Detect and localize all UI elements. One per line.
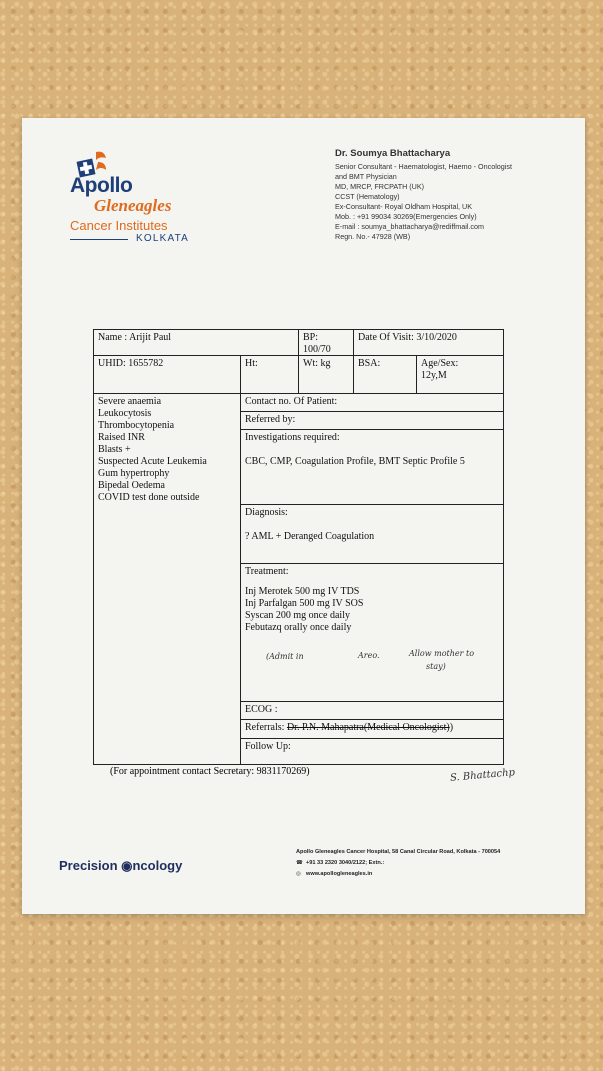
- logo-cancer-institutes-text: Cancer Institutes: [70, 218, 168, 233]
- treatment-item: Inj Parfalgan 500 mg IV SOS: [245, 598, 364, 609]
- doctor-line: MD, MRCP, FRCPATH (UK): [335, 182, 425, 191]
- hospital-logo: [70, 144, 200, 249]
- complaint-item: Severe anaemia: [98, 396, 162, 407]
- uhid: UHID: 1655782: [98, 358, 164, 369]
- referrals-cell: [240, 719, 504, 739]
- followup-cell: [240, 738, 504, 765]
- bsa-cell: [353, 355, 417, 394]
- ecog-cell: [240, 701, 504, 720]
- complaint-item: Blasts +: [98, 444, 131, 455]
- handwritten-note: Areo.: [358, 651, 380, 660]
- doctor-line: Senior Consultant - Haematologist, Haemo - Oncologist: [335, 162, 512, 171]
- doctor-details: [335, 148, 575, 242]
- treatment-cell: [240, 563, 504, 702]
- weight-label: Wt: kg: [303, 358, 331, 369]
- bp-label: BP:: [303, 332, 319, 343]
- tagline-pre: Precision: [59, 858, 122, 873]
- prescription-sheet: [22, 118, 585, 914]
- referrals-label: Referrals:: [245, 722, 285, 733]
- weight-cell: [298, 355, 354, 394]
- complaint-item: COVID test done outside: [98, 492, 200, 503]
- complaint-item: Thrombocytopenia: [98, 420, 175, 431]
- logo-divider: [70, 239, 128, 240]
- contact-cell: [240, 393, 504, 412]
- appointment-contact: (For appointment contact Secretary: 9831170269): [110, 766, 310, 777]
- doctor-line: Mob. : +91 99034 30269(Emergencies Only): [335, 212, 477, 221]
- precision-oncology-tagline: [59, 858, 182, 874]
- phone-icon: ☎: [296, 860, 303, 866]
- investigations-value: CBC, CMP, Coagulation Profile, BMT Septic Profile 5: [245, 456, 465, 467]
- uhid-cell: [93, 355, 241, 394]
- date-of-visit: Date Of Visit: 3/10/2020: [358, 332, 457, 343]
- handwritten-note: (Admit in: [266, 652, 304, 661]
- handwritten-note: stay): [426, 662, 446, 671]
- bp-cell: [298, 329, 354, 356]
- complaint-item: Bipedal Oedema: [98, 480, 165, 491]
- hospital-address: Apollo Gleneagles Cancer Hospital, 58 Canal Circular Road, Kolkata - 700054: [296, 849, 501, 855]
- diagnosis-value: ? AML + Deranged Coagulation: [245, 531, 375, 542]
- logo-gleneagles-text: Gleneagles: [94, 196, 172, 215]
- diagnosis-cell: [240, 504, 504, 564]
- complaint-item: Raised INR: [98, 432, 145, 443]
- referred-label: Referred by:: [245, 414, 296, 425]
- treatment-item: Inj Merotek 500 mg IV TDS: [245, 586, 360, 597]
- patient-form: [93, 329, 504, 765]
- handwritten-note: Allow mother to: [409, 649, 475, 658]
- treatment-item: Syscan 200 mg once daily: [245, 610, 350, 621]
- referred-cell: [240, 411, 504, 430]
- age-sex-value: 12y,M: [421, 370, 447, 381]
- treatment-item: Febutazq orally once daily: [245, 622, 352, 633]
- hospital-website: www.apollogleneagles.in: [306, 871, 373, 877]
- patient-name: Name : Arijit Paul: [98, 332, 172, 343]
- referrals-close: ): [449, 722, 454, 733]
- hospital-footer: [296, 847, 581, 880]
- doctor-signature: S. Bhattachp: [449, 767, 516, 784]
- doctor-line: CCST (Hematology): [335, 192, 400, 201]
- doctor-line: and BMT Physician: [335, 172, 397, 181]
- globe-icon: ◎: [296, 871, 301, 877]
- height-label: Ht:: [245, 358, 258, 369]
- bp-value: 100/70: [303, 344, 331, 355]
- complaints-cell: [93, 393, 241, 765]
- date-visit-cell: [353, 329, 504, 356]
- tagline-post: ncology: [132, 858, 183, 873]
- doctor-line: E-mail : soumya_bhattacharya@rediffmail.com: [335, 222, 484, 231]
- doctor-line: Regn. No.- 47928 (WB): [335, 232, 411, 241]
- complaint-item: Gum hypertrophy: [98, 468, 170, 479]
- investigations-cell: [240, 429, 504, 505]
- age-sex-cell: [416, 355, 504, 394]
- referrals-value: Dr. P.N. Mahapatra(Medical Oncologist): [286, 722, 450, 733]
- followup-label: Follow Up:: [245, 741, 291, 752]
- name-cell: [93, 329, 299, 356]
- treatment-label: Treatment:: [245, 566, 289, 577]
- age-sex-label: Age/Sex:: [421, 358, 459, 369]
- target-icon: ◉: [121, 858, 133, 873]
- ecog-label: ECOG :: [245, 704, 278, 715]
- complaint-item: Leukocytosis: [98, 408, 152, 419]
- complaint-item: Suspected Acute Leukemia: [98, 456, 207, 467]
- bsa-label: BSA:: [358, 358, 381, 369]
- logo-kolkata-text: KOLKATA: [136, 233, 190, 244]
- doctor-name: Dr. Soumya Bhattacharya: [335, 148, 451, 159]
- logo-apollo-text: Apollo: [70, 174, 133, 197]
- contact-label: Contact no. Of Patient:: [245, 396, 338, 407]
- investigations-label: Investigations required:: [245, 432, 340, 443]
- doctor-line: Ex-Consultant- Royal Oldham Hospital, UK: [335, 202, 473, 211]
- height-cell: [240, 355, 299, 394]
- diagnosis-label: Diagnosis:: [245, 507, 288, 518]
- hospital-phone: +91 33 2320 3040/2122; Extn.:: [306, 860, 385, 866]
